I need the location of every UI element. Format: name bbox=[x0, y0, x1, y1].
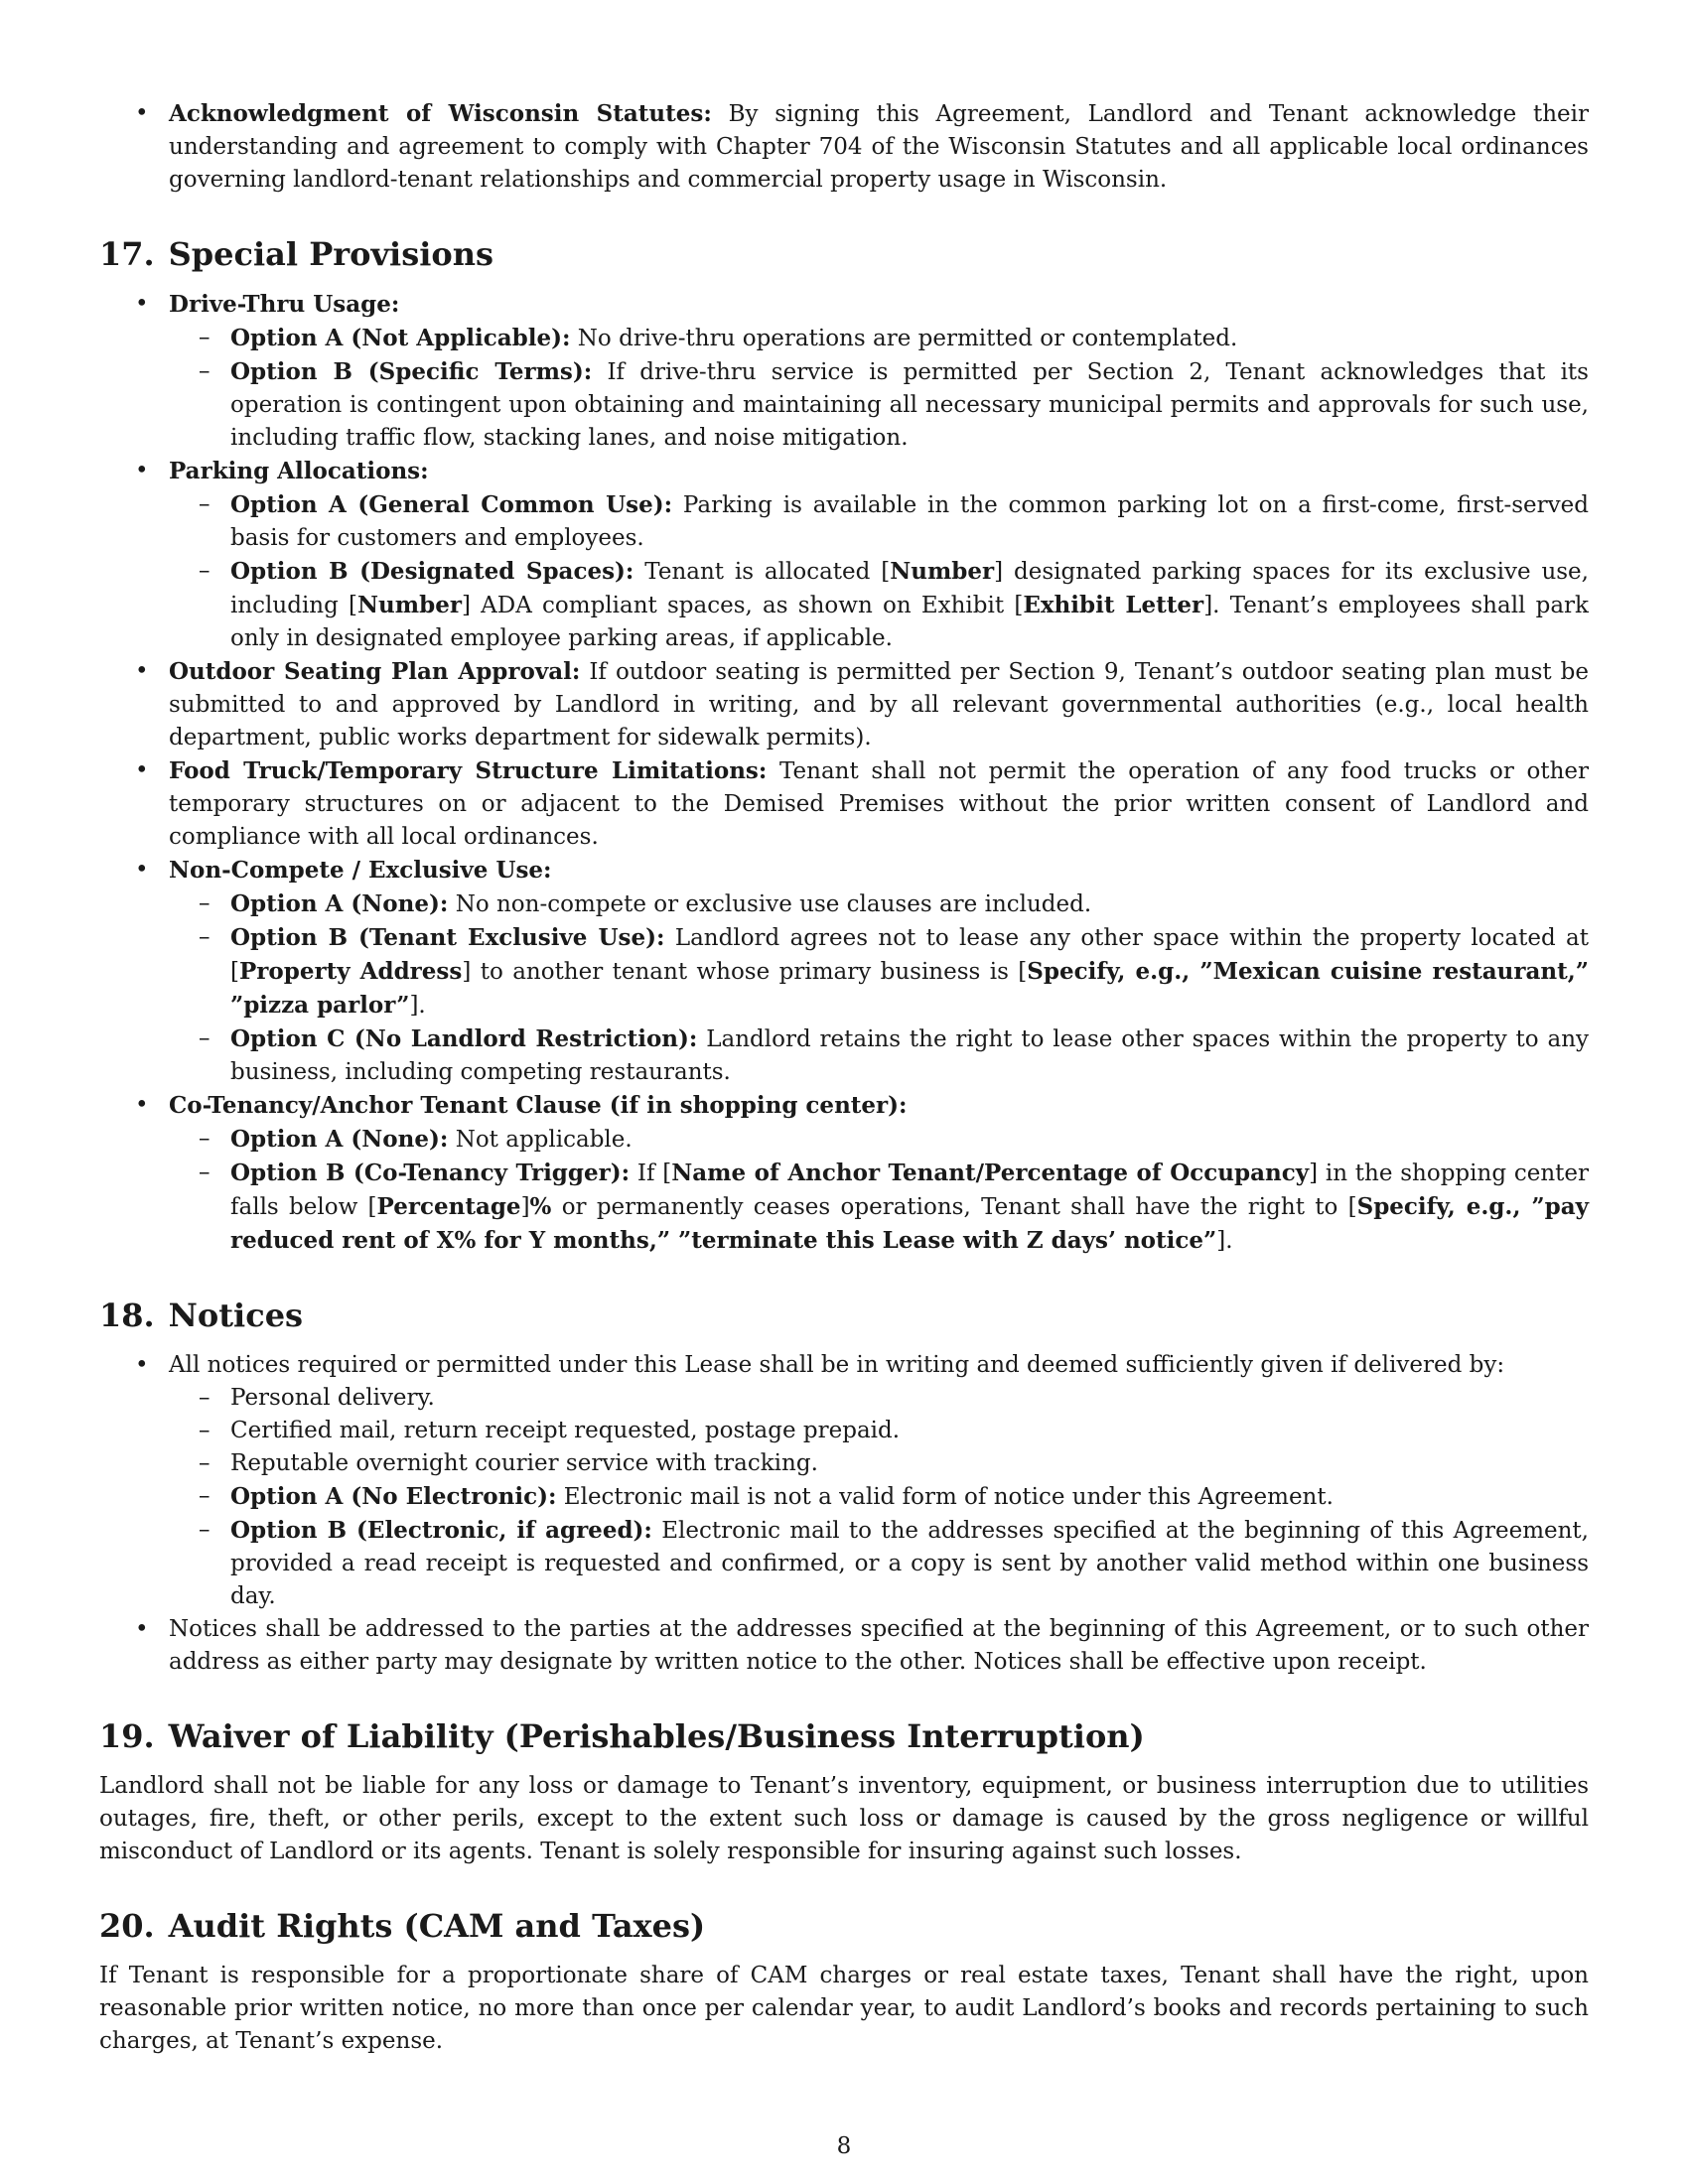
option-label: Option A (General Common Use): bbox=[230, 491, 673, 518]
list-item bbox=[99, 97, 1589, 197]
option-label: Option B (Electronic, if agreed): bbox=[230, 1517, 652, 1544]
placeholder-field: Specify, e.g., ”pay reduced rent of X% for Y months,” ”terminate this Lease with Z days’ notice” bbox=[230, 1193, 1590, 1254]
option-label: Option C (No Landlord Restriction): bbox=[230, 1025, 698, 1052]
sub-list-item bbox=[169, 555, 1589, 655]
sub-list-item bbox=[169, 1157, 1589, 1258]
bullet-label: Non-Compete / Exclusive Use: bbox=[169, 857, 552, 884]
option-text: ]. bbox=[409, 993, 426, 1019]
section-number: 20. bbox=[99, 1907, 155, 1945]
bullet-label: Drive-Thru Usage: bbox=[169, 291, 400, 318]
sub-list-item bbox=[169, 1123, 1589, 1157]
sub-list bbox=[169, 488, 1589, 655]
section-20-heading bbox=[99, 1906, 1589, 1946]
list-item bbox=[99, 1613, 1589, 1679]
section-19-paragraph: Landlord shall not be liable for any loss or damage to Tenant’s inventory, equipment, or business interruption due to utilities outages, fire, theft, or other perils, except to the extent such loss or damage is caused by the gross negligence or willful misconduct of Landlord or its agents. Tenant is solely responsible for insuring against such losses. bbox=[99, 1773, 1589, 1864]
sub-list-item bbox=[169, 1514, 1589, 1613]
option-text: Electronic mail to the addresses specified at the beginning of this Agreement, provided a read receipt is requested and confirmed, or a copy is sent by another valid method within one business day. bbox=[230, 1518, 1589, 1609]
sub-list bbox=[169, 1382, 1589, 1613]
list-item bbox=[99, 754, 1589, 854]
bullet-label: Acknowledgment of Wisconsin Statutes: bbox=[169, 100, 712, 127]
placeholder-field: % bbox=[529, 1193, 552, 1220]
bullet-text: Notices shall be addressed to the parties at the addresses specified at the beginning of this Agreement, or to such other address as either party may designate by written notice to the other. Notices shall be effective upon receipt. bbox=[169, 1616, 1589, 1675]
placeholder-field: Percentage bbox=[376, 1193, 521, 1220]
placeholder-field: Specify, e.g., ”Mexican cuisine restaurant,” ”pizza parlor” bbox=[230, 958, 1589, 1019]
option-label: Option B (Specific Terms): bbox=[230, 358, 593, 385]
section-20-paragraph: If Tenant is responsible for a proportionate share of CAM charges or real estate taxes, Tenant shall have the right, upon reasonable prior written notice, no more than once per calendar year, to audit Landlord’s books and records pertaining to such charges, at Tenant’s expense. bbox=[99, 1963, 1589, 2054]
section-title: Audit Rights (CAM and Taxes) bbox=[168, 1907, 706, 1945]
sub-list-item bbox=[169, 488, 1589, 555]
bullet-label: Food Truck/Temporary Structure Limitations: bbox=[169, 757, 768, 784]
sub-list-item bbox=[169, 355, 1589, 455]
sub-list-item: – Reputable overnight courier service with tracking. bbox=[169, 1447, 1589, 1480]
section-number: 18. bbox=[99, 1297, 155, 1334]
sub-list bbox=[169, 322, 1589, 455]
list-item bbox=[99, 455, 1589, 655]
option-label: Option A (No Electronic): bbox=[230, 1483, 557, 1510]
section-19-heading bbox=[99, 1716, 1589, 1756]
sub-list-item bbox=[169, 887, 1589, 921]
placeholder-field: Number bbox=[357, 592, 462, 618]
section-number: 19. bbox=[99, 1717, 155, 1755]
section-title: Waiver of Liability (Perishables/Business Interruption) bbox=[168, 1717, 1145, 1755]
section-18-heading bbox=[99, 1296, 1589, 1335]
section-18-list bbox=[99, 1349, 1589, 1679]
option-text: ] in the shopping center falls below [ bbox=[230, 1160, 1589, 1220]
placeholder-field: Name of Anchor Tenant/Percentage of Occupancy bbox=[671, 1160, 1310, 1186]
sub-list-item: – Certified mail, return receipt requested, postage prepaid. bbox=[169, 1415, 1589, 1447]
list-item bbox=[99, 1089, 1589, 1258]
sub-list-item bbox=[169, 1023, 1589, 1089]
option-label: Option B (Co-Tenancy Trigger): bbox=[230, 1160, 631, 1186]
section-number: 17. bbox=[99, 235, 155, 273]
list-item bbox=[99, 655, 1589, 754]
placeholder-field: Property Address bbox=[238, 958, 463, 985]
bullet-label: Outdoor Seating Plan Approval: bbox=[169, 658, 581, 685]
placeholder-field: Exhibit Letter bbox=[1023, 592, 1204, 618]
option-text: Parking is available in the common parking lot on a first-come, first-served basis for customers and employees. bbox=[230, 492, 1589, 551]
option-text: No drive-thru operations are permitted or contemplated. bbox=[570, 326, 1238, 351]
sub-list-item bbox=[169, 322, 1589, 355]
option-text: or permanently ceases operations, Tenant shall have the right to [ bbox=[551, 1194, 1357, 1220]
sub-list-item: – Personal delivery. bbox=[169, 1382, 1589, 1415]
bullet-text: All notices required or permitted under this Lease shall be in writing and deemed sufficiently given if delivered by: bbox=[169, 1352, 1505, 1378]
option-text: Landlord agrees not to lease any other space within the property located at [ bbox=[230, 925, 1589, 985]
bullet-text: Tenant shall not permit the operation of any food trucks or other temporary structures on or adjacent to the Demised Premises without the prior written consent of Landlord and compliance with all local ordinances. bbox=[169, 758, 1589, 850]
option-text: Landlord retains the right to lease other spaces within the property to any business, including competing restaurants. bbox=[230, 1026, 1590, 1085]
option-label: Option B (Tenant Exclusive Use): bbox=[230, 924, 665, 951]
option-label: Option B (Designated Spaces): bbox=[230, 558, 634, 585]
option-text: Not applicable. bbox=[448, 1127, 633, 1153]
option-text: Tenant is allocated [ bbox=[633, 559, 891, 585]
list-item bbox=[99, 854, 1589, 1089]
page-number: 8 bbox=[836, 2133, 852, 2159]
sub-list bbox=[169, 887, 1589, 1089]
option-label: Option A (None): bbox=[230, 890, 449, 917]
option-text: ] to another tenant whose primary business is [ bbox=[462, 959, 1028, 985]
section-title: Special Provisions bbox=[168, 235, 493, 273]
option-text: No non-compete or exclusive use clauses are included. bbox=[448, 891, 1092, 917]
option-text: ] bbox=[520, 1194, 530, 1220]
sub-list bbox=[169, 1123, 1589, 1258]
list-item bbox=[99, 288, 1589, 455]
list-item bbox=[99, 1349, 1589, 1613]
option-text: If drive-thru service is permitted per Section 2, Tenant acknowledges that its operation is contingent upon obtaining and maintaining all necessary municipal permits and approvals for such use, including traffic flow, stacking lanes, and noise mitigation. bbox=[230, 359, 1589, 451]
document-page bbox=[99, 97, 1589, 2058]
option-text: ]. Tenant’s employees shall park only in designated employee parking areas, if applicable. bbox=[230, 593, 1589, 651]
bullet-text: If outdoor seating is permitted per Section 9, Tenant’s outdoor seating plan must be submitted to and approved by Landlord in writing, and by all relevant governmental authorities (e.g., local health department, public works department for sidewalk permits). bbox=[169, 659, 1589, 751]
option-text: If [ bbox=[630, 1160, 672, 1186]
option-label: Option A (Not Applicable): bbox=[230, 325, 571, 351]
option-text: ] ADA compliant spaces, as shown on Exhibit [ bbox=[461, 593, 1024, 618]
option-text: ] designated parking spaces for its exclusive use, including [ bbox=[230, 559, 1589, 618]
bullet-text: By signing this Agreement, Landlord and Tenant acknowledge their understanding and agreement to comply with Chapter 704 of the Wisconsin Statutes and all applicable local ordinances governing landlord-tenant relationships and commercial property usage in Wisconsin. bbox=[169, 101, 1589, 193]
option-label: Option A (None): bbox=[230, 1126, 449, 1153]
sub-list-item bbox=[169, 1480, 1589, 1514]
sub-list-item bbox=[169, 921, 1589, 1023]
option-text: Electronic mail is not a valid form of notice under this Agreement. bbox=[556, 1484, 1334, 1510]
intro-list bbox=[99, 97, 1589, 197]
section-title: Notices bbox=[168, 1297, 304, 1334]
bullet-label: Parking Allocations: bbox=[169, 458, 429, 484]
section-17-heading bbox=[99, 234, 1589, 274]
section-17-list bbox=[99, 288, 1589, 1258]
option-text: ]. bbox=[1216, 1228, 1233, 1254]
placeholder-field: Number bbox=[890, 558, 995, 585]
bullet-label: Co-Tenancy/Anchor Tenant Clause (if in shopping center): bbox=[169, 1092, 908, 1119]
